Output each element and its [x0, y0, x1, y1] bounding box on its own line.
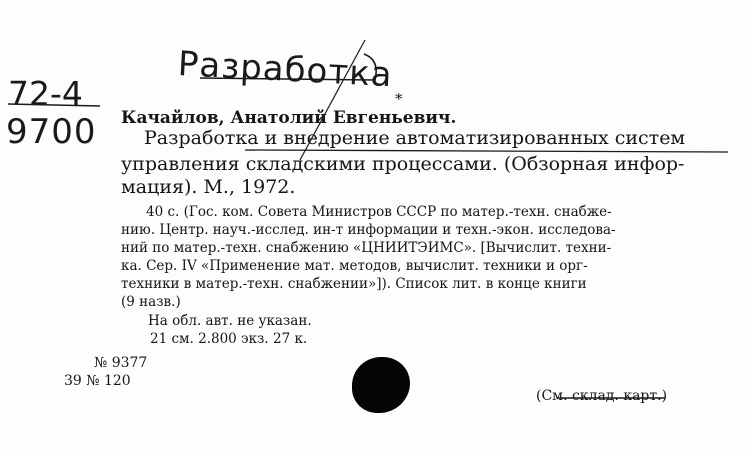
author-heading: Качайлов, Анатолий Евгеньевич. — [121, 108, 457, 128]
star-mark: * — [395, 90, 403, 108]
description-line-1: 40 с. (Гос. ком. Совета Министров СССР по матер.-техн. снабже- — [146, 204, 612, 220]
format-line: 21 см. 2.800 экз. 27 к. — [150, 331, 308, 347]
title-line-3: мация). М., 1972. — [121, 176, 296, 198]
title-line-2: управления складскими процессами. (Обзорная инфор- — [121, 153, 685, 175]
description-line-2: нию. Центр. науч.-исслед. ин-т информации и техн.-экон. исследова- — [121, 222, 616, 238]
description-line-6: (9 назв.) — [121, 294, 181, 310]
catalog-number-1: № 9377 — [94, 355, 148, 371]
description-line-4: ка. Сер. IV «Применение мат. методов, вычислит. техники и орг- — [121, 258, 588, 274]
title-line-1: Разработка и внедрение автоматизированных систем — [144, 127, 686, 149]
description-line-3: ний по матер.-техн. снабжению «ЦНИИТЭИМС». [Вычислит. техни- — [121, 240, 612, 256]
author-note: На обл. авт. не указан. — [148, 313, 312, 329]
handwritten-code-top: 72-4 — [8, 74, 83, 113]
description-line-5: техники в матер.-техн. снабжении»]). Список лит. в конце книги — [121, 276, 587, 292]
cross-reference: (См. склад. карт.) — [536, 388, 668, 404]
catalog-number-2: 39 № 120 — [64, 373, 131, 389]
handwritten-code-bottom: 9700 — [6, 112, 97, 152]
title-underline — [245, 150, 728, 152]
handwritten-word: Разработка — [176, 44, 394, 96]
